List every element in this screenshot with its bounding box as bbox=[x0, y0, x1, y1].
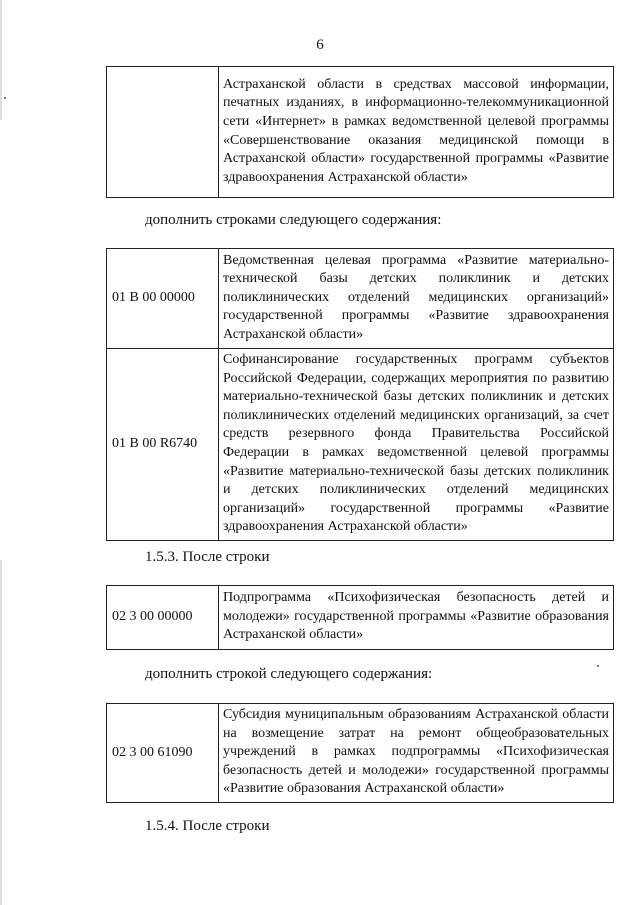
table-row bbox=[107, 704, 614, 803]
budget-table-2 bbox=[106, 248, 614, 541]
table-row bbox=[107, 586, 614, 650]
description-cell: Ведомственная целевая программа «Развитие материально-технической базы детских поликлиник и детских поликлинических отделений медицинских организаций» государственной программы «Развитие здравоохранения Астраханской области» bbox=[219, 249, 614, 349]
budget-table-3 bbox=[106, 585, 614, 650]
scan-edge-shadow bbox=[0, 0, 2, 120]
description-cell: Подпрограмма «Психофизическая безопасность детей и молодежи» государственной программы «Развитие образования Астраханской области» bbox=[219, 586, 614, 650]
description-cell: Астраханской области в средствах массовой информации, печатных изданиях, в информационно-телекоммуникационной сети «Интернет» в рамках ведомственной целевой программы «Совершенствование оказания медицинской помощи в Астраханской области» государственной программы «Развитие здравоохранения Астраханской области» bbox=[219, 67, 614, 198]
budget-table-4 bbox=[106, 703, 614, 803]
table-row bbox=[107, 249, 614, 349]
section-heading: 1.5.4. После строки bbox=[145, 818, 270, 834]
section-heading: 1.5.3. После строки bbox=[145, 549, 270, 565]
code-cell: 01 В 00 R6740 bbox=[107, 349, 219, 541]
scan-speck bbox=[597, 665, 599, 667]
code-cell: 01 В 00 00000 bbox=[107, 249, 219, 349]
table-row bbox=[107, 67, 614, 198]
budget-table-1 bbox=[106, 66, 614, 198]
description-cell: Софинансирование государственных программ субъектов Российской Федерации, содержащих мероприятия по развитию материально-технической базы детских поликлиник и детских поликлинических отделений медицинских организаций, за счет средств резервного фонда Правительства Российской Федерации в рамках ведомственной целевой программы «Развитие материально-технической базы детских поликлиник и детских поликлинических отделений медицинских организаций» государственной программы «Развитие здравоохранения Астраханской области» bbox=[219, 349, 614, 541]
description-cell: Субсидия муниципальным образованиям Астраханской области на возмещение затрат на ремонт общеобразовательных учреждений в рамках подпрограммы «Психофизическая безопасность детей и молодежи» государственной программы «Развитие образования Астраханской области» bbox=[219, 704, 614, 803]
scan-speck bbox=[4, 97, 6, 99]
code-cell: 02 3 00 61090 bbox=[107, 704, 219, 803]
instruction-text: дополнить строкой следующего содержания: bbox=[145, 666, 433, 682]
page-number: 6 bbox=[316, 37, 324, 53]
instruction-text: дополнить строками следующего содержания: bbox=[145, 212, 442, 228]
code-cell bbox=[107, 67, 219, 198]
code-cell: 02 3 00 00000 bbox=[107, 586, 219, 650]
scan-edge-shadow bbox=[0, 560, 2, 905]
table-row bbox=[107, 349, 614, 541]
